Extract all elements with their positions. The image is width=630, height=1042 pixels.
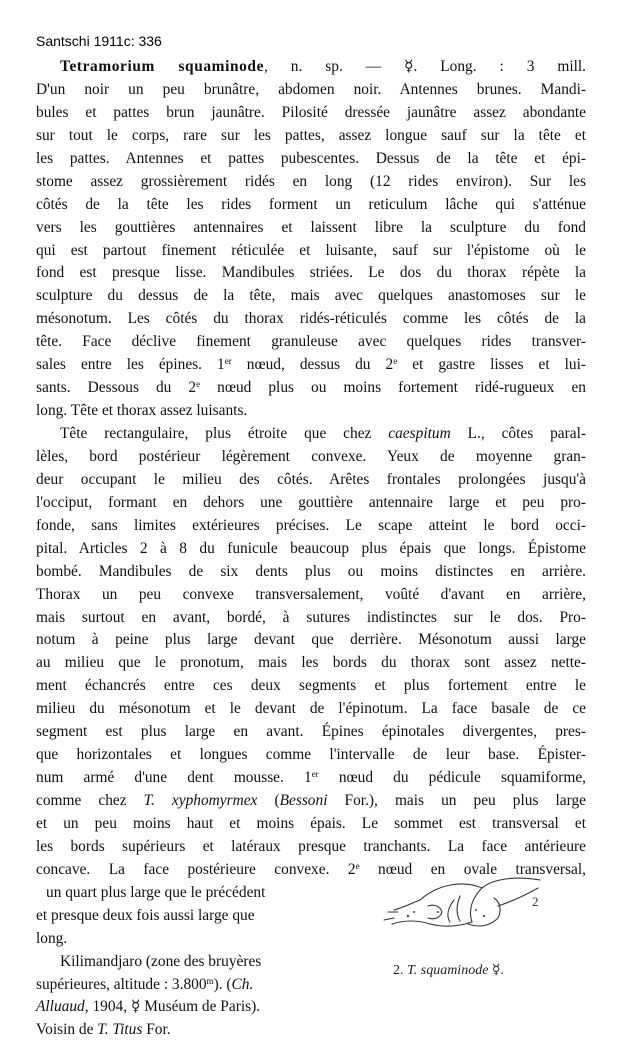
text-segment: e [393,356,398,367]
text-segment: au milieu que le pronotum, mais les bords du thorax sont assez nette- [36,654,586,672]
text-line [36,538,586,561]
text-segment: long. Tête et thorax assez luisants. [36,402,248,420]
text-line [36,308,586,331]
text-segment: fonde, sans limites extérieures précises. Le scape atteint le bord occi- [36,516,586,534]
text-segment: For.), mais un peu plus large [327,792,586,809]
text-segment: segment est plus large en avant. Épines épinotales divergentes, pres- [36,723,586,741]
text-segment: Bessoni [279,792,328,809]
text-segment: caespitum [388,425,451,442]
text-segment: ( [257,792,280,809]
text-segment: er [224,356,232,367]
text-segment: notum à peine plus large devant que derrière. Mésonotum aussi large [36,631,586,649]
text-segment: Alluaud, [36,998,89,1016]
text-segment: côtés de la tête les rides forment un reticulum lâche qui s'atténue [36,195,586,213]
text-segment: un quart plus large que le précédent [46,883,266,901]
text-segment: deur occupant le milieu des côtés. Arêtes frontales prolongées jusqu'à [36,470,586,488]
text-line [36,584,586,607]
text-segment: T. xyphomyrmex [143,792,258,809]
text-line [36,836,586,859]
text-line [36,561,586,584]
text-segment: T. Titus [97,1021,143,1039]
text-line [36,400,586,423]
text-segment: sants. Dessous du 2 [36,379,197,397]
text-line [36,102,586,125]
text-line [36,285,586,308]
text-segment: et un peu moins haut et moins épais. Le sommet est transversal et [36,814,586,832]
text-segment: les pattes. Antennes et pattes pubescentes. Dessus de la tête et épi- [36,149,586,167]
text-segment: Ch. [231,975,254,993]
text-segment: tête. Face déclive finement granuleuse avec quelques rides transver- [36,333,586,351]
text-segment: Voisin de [36,1021,98,1039]
text-line [36,607,586,630]
text-segment: D'un noir un peu brunâtre, abdomen noir. Antennes brunes. Mandi- [36,80,586,98]
text-segment: vers les gouttières antennaires et laissent libre la sculpture du fond [36,218,586,236]
text-segment: sur tout le corps, rare sur les pattes, assez longue sauf sur la tête et [36,126,586,144]
text-line [36,240,586,263]
text-segment: , n. sp. — ☿. Long. : 3 mill. [264,58,586,75]
text-line [36,652,586,675]
text-line [36,1019,586,1042]
text-line [36,721,586,744]
text-line [36,56,586,79]
text-segment: e [355,860,360,871]
text-line [36,423,586,446]
text-segment: long. [36,929,68,947]
text-segment: 1904, ☿ Muséum de Paris). [88,998,261,1016]
text-segment: comme chez [36,792,144,809]
text-segment: l'occiput, formant en dehors une gouttière antennaire large et peu pro- [36,493,586,511]
figure-number: 2 [532,894,539,909]
text-line [36,194,586,217]
text-segment: milieu du mésonotum et le devant de l'épinotum. La face basale de ce [36,700,586,718]
text-segment: Tetramorium squaminode [60,58,265,75]
text-segment: m [206,975,214,986]
text-segment: Tête rectangulaire, plus étroite que chez [60,425,389,442]
text-segment: For. [142,1021,171,1039]
text-line [36,767,586,790]
text-segment: ment échancrés entre ces deux segments et plus fortement entre le [36,677,586,695]
text-line [36,217,586,240]
text-segment: num armé d'une dent mousse. 1 [36,769,312,787]
text-segment: lèles, bord postérieur légèrement convexe. Yeux de moyenne gran- [36,447,586,465]
text-segment: T. squaminode [407,963,489,978]
text-segment: supérieures, altitude : 3.800 [36,975,207,993]
text-line [36,675,586,698]
figure-caption [393,962,504,979]
text-segment: mais surtout en avant, bordé, à sutures indistinctes sur le dos. Pro- [36,608,586,626]
text-segment: pital. Articles 2 à 8 du funicule beaucoup plus épais que longs. Épistome [36,539,586,557]
text-segment: fond est presque lisse. Mandibules striées. Le dos du thorax répète la [36,264,586,282]
ant-pedicel-figure [368,866,594,950]
text-line [36,171,586,194]
text-line [36,262,586,285]
text-segment: ☿. [488,963,505,978]
text-line [36,813,586,836]
text-segment: mésonotum. Les côtés du thorax ridés-réticulés comme les côtés de la [36,310,586,328]
text-segment: stome assez grossièrement ridés en long (12 rides environ). Sur les [36,172,586,190]
text-segment: Kilimandjaro (zone des bruyères [60,952,262,970]
text-segment: nœud du pédicule squamiforme, [318,769,586,787]
text-segment: ). ( [213,975,232,993]
text-segment: bules et pattes brun jaunâtre. Pilosité dressée jaunâtre assez abondante [36,103,586,121]
text-segment: qui est partout finement réticulée et luisante, sauf sur l'épistome où le [36,241,586,259]
text-segment: L., côtes paral- [450,425,586,442]
text-line [36,744,586,767]
text-line [36,492,586,515]
text-segment: bombé. Mandibules de six dents plus ou moins distinctes en arrière. [36,562,586,580]
text-line [36,148,586,171]
text-line [36,698,586,721]
text-segment: er [311,769,319,780]
text-line [36,790,586,813]
text-line [36,79,586,102]
text-line [36,629,586,652]
text-line [36,469,586,492]
text-line [36,331,586,354]
text-segment: Thorax un peu convexe transversalement, voûté d'avant en arrière, [36,585,586,603]
text-segment: et gastre lisses et lui- [397,356,587,374]
text-segment: sales entre les épines. 1 [36,356,225,374]
text-line [36,446,586,469]
text-line [36,377,586,400]
text-segment: les bords supérieurs et latéraux presque tranchants. La face antérieure [36,837,586,855]
page-header: Santschi 1911c: 336 [36,33,162,49]
text-segment: que horizontales et longues comme l'intervalle de leur base. Épister- [36,746,586,764]
text-segment: nœud en ovale transversal, [359,860,586,878]
text-segment: 2. [393,963,407,978]
text-segment: concave. La face postérieure convexe. 2 [36,860,356,878]
text-line [36,515,586,538]
text-segment: e [196,379,201,390]
text-segment: sculpture du dessus de la tête, mais avec quelques anastomoses sur le [36,287,586,305]
text-segment: et presque deux fois aussi large que [36,906,255,924]
text-segment: nœud plus ou moins fortement ridé-rugueux en [200,379,587,397]
text-segment: nœud, dessus du 2 [231,356,394,374]
text-line [36,996,586,1019]
text-line [36,125,586,148]
text-line [36,354,586,377]
